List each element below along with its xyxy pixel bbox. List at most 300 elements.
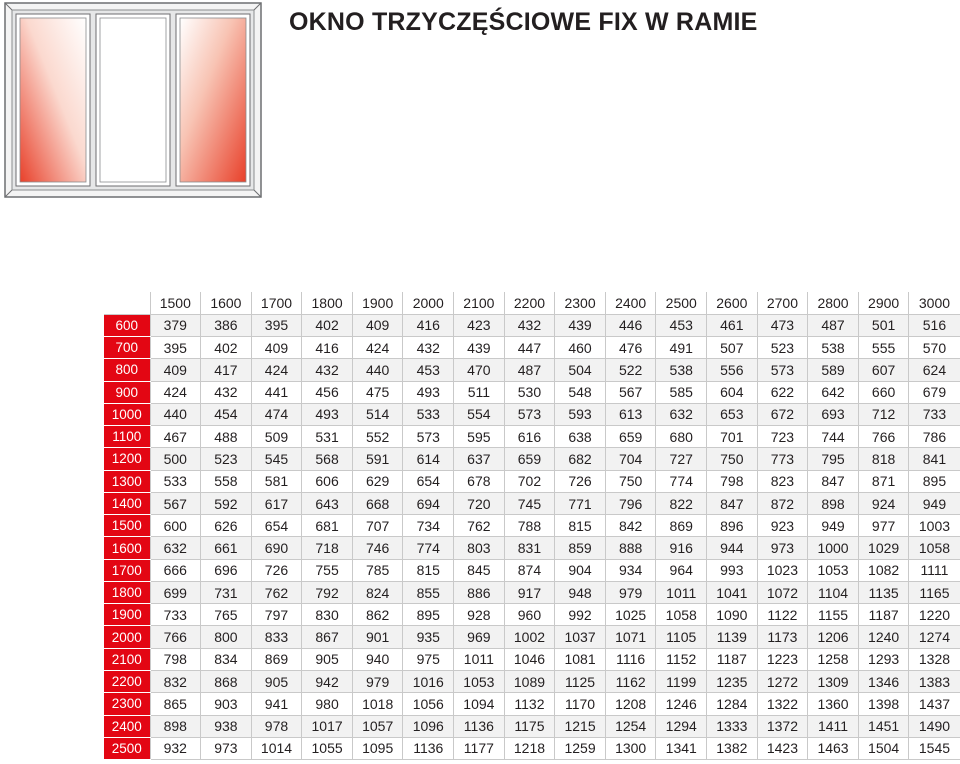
price-cell: 1284 xyxy=(707,693,758,715)
table-row xyxy=(104,314,960,336)
price-cell: 1152 xyxy=(656,648,707,670)
price-cell: 980 xyxy=(302,693,353,715)
price-cell: 554 xyxy=(454,403,505,425)
price-cell: 666 xyxy=(150,559,201,581)
price-cell: 818 xyxy=(858,448,909,470)
price-cell: 1155 xyxy=(808,604,859,626)
price-cell: 416 xyxy=(302,337,353,359)
price-cell: 453 xyxy=(656,314,707,336)
price-cell: 948 xyxy=(555,581,606,603)
price-cell: 973 xyxy=(757,537,808,559)
column-header: 3000 xyxy=(909,292,960,314)
price-cell: 538 xyxy=(656,359,707,381)
price-cell: 606 xyxy=(302,470,353,492)
price-cell: 1125 xyxy=(555,671,606,693)
row-header: 1700 xyxy=(104,559,150,581)
price-cell: 1104 xyxy=(808,581,859,603)
price-cell: 1016 xyxy=(403,671,454,693)
price-cell: 1055 xyxy=(302,737,353,759)
price-cell: 901 xyxy=(352,626,403,648)
price-cell: 1322 xyxy=(757,693,808,715)
price-cell: 975 xyxy=(403,648,454,670)
column-header: 2900 xyxy=(858,292,909,314)
price-cell: 1139 xyxy=(707,626,758,648)
price-cell: 865 xyxy=(150,693,201,715)
price-cell: 395 xyxy=(150,337,201,359)
price-cell: 386 xyxy=(201,314,252,336)
row-header: 1000 xyxy=(104,403,150,425)
price-cell: 745 xyxy=(504,492,555,514)
table-body xyxy=(104,314,960,759)
price-cell: 1025 xyxy=(605,604,656,626)
price-cell: 474 xyxy=(251,403,302,425)
price-cell: 454 xyxy=(201,403,252,425)
price-cell: 847 xyxy=(707,492,758,514)
price-cell: 680 xyxy=(656,426,707,448)
price-cell: 941 xyxy=(251,693,302,715)
price-cell: 1309 xyxy=(808,671,859,693)
row-header: 1600 xyxy=(104,537,150,559)
row-header: 2100 xyxy=(104,648,150,670)
price-cell: 1003 xyxy=(909,515,960,537)
price-cell: 803 xyxy=(454,537,505,559)
price-cell: 1057 xyxy=(352,715,403,737)
price-cell: 1294 xyxy=(656,715,707,737)
price-cell: 1423 xyxy=(757,737,808,759)
row-header: 1300 xyxy=(104,470,150,492)
price-cell: 841 xyxy=(909,448,960,470)
table-row xyxy=(104,737,960,759)
price-cell: 1360 xyxy=(808,693,859,715)
price-cell: 746 xyxy=(352,537,403,559)
price-cell: 1162 xyxy=(605,671,656,693)
price-cell: 895 xyxy=(909,470,960,492)
price-cell: 1504 xyxy=(858,737,909,759)
price-cell: 545 xyxy=(251,448,302,470)
price-cell: 416 xyxy=(403,314,454,336)
price-cell: 439 xyxy=(454,337,505,359)
price-cell: 632 xyxy=(656,403,707,425)
price-cell: 1000 xyxy=(808,537,859,559)
price-cell: 750 xyxy=(707,448,758,470)
price-cell: 969 xyxy=(454,626,505,648)
price-cell: 573 xyxy=(757,359,808,381)
price-cell: 886 xyxy=(454,581,505,603)
price-cell: 701 xyxy=(707,426,758,448)
price-cell: 1053 xyxy=(454,671,505,693)
column-header: 2400 xyxy=(605,292,656,314)
price-cell: 475 xyxy=(352,381,403,403)
price-cell: 762 xyxy=(251,581,302,603)
price-cell: 934 xyxy=(605,559,656,581)
table-row xyxy=(104,671,960,693)
price-cell: 501 xyxy=(858,314,909,336)
price-cell: 1011 xyxy=(656,581,707,603)
price-cell: 871 xyxy=(858,470,909,492)
price-cell: 795 xyxy=(808,448,859,470)
price-cell: 432 xyxy=(403,337,454,359)
price-cell: 1116 xyxy=(605,648,656,670)
price-cell: 511 xyxy=(454,381,505,403)
price-cell: 509 xyxy=(251,426,302,448)
price-cell: 585 xyxy=(656,381,707,403)
price-cell: 507 xyxy=(707,337,758,359)
price-cell: 1082 xyxy=(858,559,909,581)
price-cell: 1187 xyxy=(707,648,758,670)
column-header: 2000 xyxy=(403,292,454,314)
price-cell: 642 xyxy=(808,381,859,403)
price-cell: 774 xyxy=(403,537,454,559)
price-cell: 592 xyxy=(201,492,252,514)
price-cell: 1372 xyxy=(757,715,808,737)
price-cell: 531 xyxy=(302,426,353,448)
price-cell: 487 xyxy=(504,359,555,381)
price-cell: 1208 xyxy=(605,693,656,715)
row-header: 2400 xyxy=(104,715,150,737)
price-cell: 659 xyxy=(504,448,555,470)
price-cell: 796 xyxy=(605,492,656,514)
price-cell: 859 xyxy=(555,537,606,559)
price-cell: 1018 xyxy=(352,693,403,715)
table-row xyxy=(104,515,960,537)
price-cell: 1165 xyxy=(909,581,960,603)
price-cell: 1293 xyxy=(858,648,909,670)
price-cell: 932 xyxy=(150,737,201,759)
price-cell: 672 xyxy=(757,403,808,425)
column-header: 1900 xyxy=(352,292,403,314)
price-cell: 1246 xyxy=(656,693,707,715)
price-cell: 1081 xyxy=(555,648,606,670)
price-cell: 1046 xyxy=(504,648,555,670)
table-row xyxy=(104,381,960,403)
row-header: 800 xyxy=(104,359,150,381)
price-cell: 595 xyxy=(454,426,505,448)
price-cell: 424 xyxy=(352,337,403,359)
price-cell: 1218 xyxy=(504,737,555,759)
price-cell: 862 xyxy=(352,604,403,626)
column-header-row xyxy=(104,292,960,314)
row-header: 1200 xyxy=(104,448,150,470)
price-cell: 1056 xyxy=(403,693,454,715)
price-cell: 424 xyxy=(251,359,302,381)
price-cell: 904 xyxy=(555,559,606,581)
price-cell: 786 xyxy=(909,426,960,448)
price-cell: 720 xyxy=(454,492,505,514)
price-cell: 823 xyxy=(757,470,808,492)
price-cell: 1136 xyxy=(403,737,454,759)
table-corner xyxy=(104,292,150,314)
price-cell: 1274 xyxy=(909,626,960,648)
price-cell: 1135 xyxy=(858,581,909,603)
price-cell: 1053 xyxy=(808,559,859,581)
price-cell: 679 xyxy=(909,381,960,403)
price-cell: 978 xyxy=(251,715,302,737)
price-cell: 845 xyxy=(454,559,505,581)
price-cell: 1240 xyxy=(858,626,909,648)
price-cell: 822 xyxy=(656,492,707,514)
price-cell: 771 xyxy=(555,492,606,514)
price-cell: 690 xyxy=(251,537,302,559)
table-row xyxy=(104,537,960,559)
price-cell: 940 xyxy=(352,648,403,670)
price-cell: 1187 xyxy=(858,604,909,626)
price-cell: 570 xyxy=(909,337,960,359)
price-cell: 847 xyxy=(808,470,859,492)
price-cell: 530 xyxy=(504,381,555,403)
price-cell: 616 xyxy=(504,426,555,448)
price-cell: 765 xyxy=(201,604,252,626)
price-cell: 441 xyxy=(251,381,302,403)
page-title: OKNO TRZYCZĘŚCIOWE FIX W RAMIE xyxy=(289,8,758,36)
column-header: 2100 xyxy=(454,292,505,314)
price-cell: 626 xyxy=(201,515,252,537)
column-header: 2800 xyxy=(808,292,859,314)
price-cell: 593 xyxy=(555,403,606,425)
price-cell: 423 xyxy=(454,314,505,336)
price-cell: 788 xyxy=(504,515,555,537)
price-cell: 960 xyxy=(504,604,555,626)
table-row xyxy=(104,559,960,581)
price-cell: 944 xyxy=(707,537,758,559)
price-cell: 704 xyxy=(605,448,656,470)
price-cell: 432 xyxy=(302,359,353,381)
price-cell: 1023 xyxy=(757,559,808,581)
table-row xyxy=(104,448,960,470)
price-cell: 973 xyxy=(201,737,252,759)
row-header: 2500 xyxy=(104,737,150,759)
price-cell: 523 xyxy=(201,448,252,470)
price-cell: 699 xyxy=(150,581,201,603)
price-cell: 949 xyxy=(909,492,960,514)
price-cell: 824 xyxy=(352,581,403,603)
row-header: 1100 xyxy=(104,426,150,448)
price-cell: 533 xyxy=(150,470,201,492)
price-cell: 491 xyxy=(656,337,707,359)
price-cell: 567 xyxy=(150,492,201,514)
price-cell: 567 xyxy=(605,381,656,403)
price-cell: 1011 xyxy=(454,648,505,670)
price-cell: 696 xyxy=(201,559,252,581)
row-header: 600 xyxy=(104,314,150,336)
price-cell: 869 xyxy=(656,515,707,537)
price-cell: 573 xyxy=(504,403,555,425)
price-cell: 1411 xyxy=(808,715,859,737)
price-cell: 523 xyxy=(757,337,808,359)
price-cell: 538 xyxy=(808,337,859,359)
price-cell: 1545 xyxy=(909,737,960,759)
price-cell: 533 xyxy=(403,403,454,425)
price-cell: 766 xyxy=(858,426,909,448)
table-row xyxy=(104,715,960,737)
price-cell: 1002 xyxy=(504,626,555,648)
price-cell: 681 xyxy=(302,515,353,537)
price-cell: 1175 xyxy=(504,715,555,737)
price-cell: 992 xyxy=(555,604,606,626)
price-cell: 1072 xyxy=(757,581,808,603)
price-cell: 556 xyxy=(707,359,758,381)
price-cell: 395 xyxy=(251,314,302,336)
column-header: 1800 xyxy=(302,292,353,314)
price-cell: 898 xyxy=(150,715,201,737)
row-header: 700 xyxy=(104,337,150,359)
price-cell: 773 xyxy=(757,448,808,470)
table-row xyxy=(104,470,960,492)
price-cell: 624 xyxy=(909,359,960,381)
price-cell: 935 xyxy=(403,626,454,648)
row-header: 2200 xyxy=(104,671,150,693)
price-cell: 402 xyxy=(302,314,353,336)
price-cell: 993 xyxy=(707,559,758,581)
row-header: 2300 xyxy=(104,693,150,715)
price-cell: 924 xyxy=(858,492,909,514)
price-cell: 552 xyxy=(352,426,403,448)
price-cell: 1490 xyxy=(909,715,960,737)
price-cell: 726 xyxy=(555,470,606,492)
price-cell: 792 xyxy=(302,581,353,603)
price-cell: 1173 xyxy=(757,626,808,648)
price-cell: 493 xyxy=(403,381,454,403)
price-cell: 707 xyxy=(352,515,403,537)
price-cell: 774 xyxy=(656,470,707,492)
price-cell: 1037 xyxy=(555,626,606,648)
price-cell: 654 xyxy=(403,470,454,492)
table-row xyxy=(104,359,960,381)
price-cell: 733 xyxy=(150,604,201,626)
price-cell: 558 xyxy=(201,470,252,492)
price-cell: 903 xyxy=(201,693,252,715)
window-pane-left xyxy=(16,14,90,186)
row-header: 1800 xyxy=(104,581,150,603)
price-cell: 493 xyxy=(302,403,353,425)
price-cell: 1346 xyxy=(858,671,909,693)
table-row xyxy=(104,492,960,514)
price-cell: 617 xyxy=(251,492,302,514)
table-row xyxy=(104,426,960,448)
price-cell: 668 xyxy=(352,492,403,514)
price-cell: 504 xyxy=(555,359,606,381)
price-cell: 868 xyxy=(201,671,252,693)
price-cell: 1215 xyxy=(555,715,606,737)
price-cell: 591 xyxy=(352,448,403,470)
price-cell: 461 xyxy=(707,314,758,336)
price-cell: 785 xyxy=(352,559,403,581)
price-cell: 867 xyxy=(302,626,353,648)
price-cell: 409 xyxy=(150,359,201,381)
table-row xyxy=(104,403,960,425)
price-cell: 613 xyxy=(605,403,656,425)
price-cell: 653 xyxy=(707,403,758,425)
price-cell: 446 xyxy=(605,314,656,336)
price-cell: 905 xyxy=(251,671,302,693)
price-cell: 916 xyxy=(656,537,707,559)
price-cell: 439 xyxy=(555,314,606,336)
price-cell: 487 xyxy=(808,314,859,336)
window-illustration xyxy=(4,2,262,198)
table-row xyxy=(104,604,960,626)
price-cell: 815 xyxy=(403,559,454,581)
price-cell: 1223 xyxy=(757,648,808,670)
price-cell: 516 xyxy=(909,314,960,336)
price-cell: 589 xyxy=(808,359,859,381)
price-cell: 798 xyxy=(707,470,758,492)
price-cell: 766 xyxy=(150,626,201,648)
price-cell: 1437 xyxy=(909,693,960,715)
price-cell: 470 xyxy=(454,359,505,381)
price-cell: 1177 xyxy=(454,737,505,759)
price-cell: 682 xyxy=(555,448,606,470)
table-row xyxy=(104,581,960,603)
price-cell: 600 xyxy=(150,515,201,537)
price-cell: 979 xyxy=(352,671,403,693)
price-cell: 905 xyxy=(302,648,353,670)
price-cell: 755 xyxy=(302,559,353,581)
price-cell: 923 xyxy=(757,515,808,537)
price-cell: 1463 xyxy=(808,737,859,759)
price-cell: 1206 xyxy=(808,626,859,648)
price-cell: 638 xyxy=(555,426,606,448)
price-cell: 555 xyxy=(858,337,909,359)
price-cell: 622 xyxy=(757,381,808,403)
column-header: 2200 xyxy=(504,292,555,314)
price-cell: 1382 xyxy=(707,737,758,759)
row-header: 1400 xyxy=(104,492,150,514)
price-cell: 1341 xyxy=(656,737,707,759)
price-cell: 467 xyxy=(150,426,201,448)
price-cell: 1300 xyxy=(605,737,656,759)
price-cell: 833 xyxy=(251,626,302,648)
price-cell: 832 xyxy=(150,671,201,693)
price-cell: 460 xyxy=(555,337,606,359)
price-cell: 432 xyxy=(504,314,555,336)
price-cell: 514 xyxy=(352,403,403,425)
price-cell: 522 xyxy=(605,359,656,381)
table-header xyxy=(104,292,960,314)
price-cell: 1398 xyxy=(858,693,909,715)
price-cell: 379 xyxy=(150,314,201,336)
row-header: 2000 xyxy=(104,626,150,648)
price-cell: 1333 xyxy=(707,715,758,737)
price-cell: 693 xyxy=(808,403,859,425)
price-cell: 731 xyxy=(201,581,252,603)
price-cell: 1122 xyxy=(757,604,808,626)
window-pane-middle xyxy=(96,14,170,186)
price-cell: 629 xyxy=(352,470,403,492)
price-cell: 1259 xyxy=(555,737,606,759)
price-cell: 917 xyxy=(504,581,555,603)
price-cell: 643 xyxy=(302,492,353,514)
price-cell: 1017 xyxy=(302,715,353,737)
price-cell: 733 xyxy=(909,403,960,425)
price-cell: 1258 xyxy=(808,648,859,670)
price-cell: 607 xyxy=(858,359,909,381)
price-cell: 604 xyxy=(707,381,758,403)
price-cell: 637 xyxy=(454,448,505,470)
price-cell: 654 xyxy=(251,515,302,537)
price-cell: 979 xyxy=(605,581,656,603)
price-cell: 834 xyxy=(201,648,252,670)
price-cell: 718 xyxy=(302,537,353,559)
price-cell: 581 xyxy=(251,470,302,492)
price-cell: 409 xyxy=(352,314,403,336)
price-cell: 409 xyxy=(251,337,302,359)
price-cell: 727 xyxy=(656,448,707,470)
price-cell: 1094 xyxy=(454,693,505,715)
column-header: 2300 xyxy=(555,292,606,314)
price-cell: 898 xyxy=(808,492,859,514)
price-cell: 1254 xyxy=(605,715,656,737)
price-cell: 1029 xyxy=(858,537,909,559)
price-cell: 750 xyxy=(605,470,656,492)
